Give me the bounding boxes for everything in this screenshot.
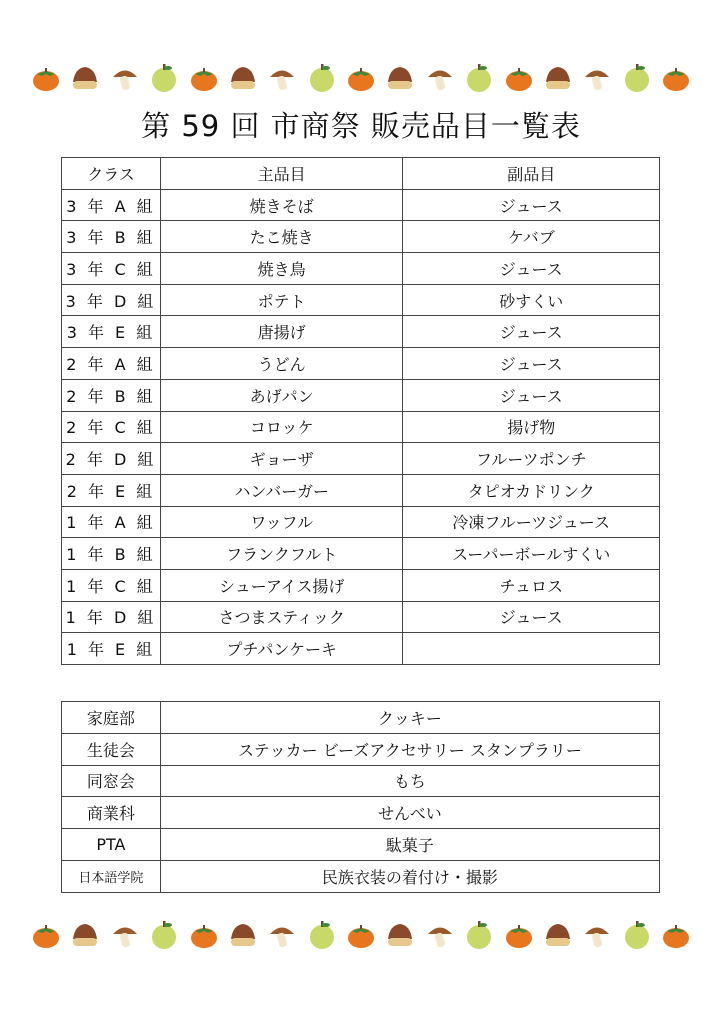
table-row bbox=[62, 538, 660, 570]
persimmon-icon bbox=[30, 62, 62, 94]
main-item-cell: プチパンケーキ bbox=[160, 633, 402, 665]
persimmon-icon bbox=[30, 919, 62, 951]
sub-item-cell: チュロス bbox=[403, 569, 660, 601]
main-item-cell: たこ焼き bbox=[160, 221, 402, 253]
group-cell: 日本語学院 bbox=[62, 860, 161, 892]
class-cell: 3 年 E 組 bbox=[62, 316, 161, 348]
chestnut-icon bbox=[69, 919, 101, 951]
table-row bbox=[62, 601, 660, 633]
items-cell: もち bbox=[160, 765, 659, 797]
chestnut-icon bbox=[69, 62, 101, 94]
mushroom-icon bbox=[424, 919, 456, 951]
main-item-cell: 焼き鳥 bbox=[160, 253, 402, 285]
table-row bbox=[62, 765, 660, 797]
sub-item-cell: フルーツポンチ bbox=[403, 443, 660, 475]
persimmon-icon bbox=[660, 62, 692, 94]
mushroom-icon bbox=[581, 62, 613, 94]
table-row bbox=[62, 189, 660, 221]
persimmon-icon bbox=[345, 919, 377, 951]
mushroom-icon bbox=[266, 919, 298, 951]
class-items-table bbox=[61, 157, 660, 665]
table-row bbox=[62, 702, 660, 734]
header-main-item: 主品目 bbox=[160, 158, 402, 190]
header-class: クラス bbox=[62, 158, 161, 190]
header-sub-item: 副品目 bbox=[403, 158, 660, 190]
group-cell: 同窓会 bbox=[62, 765, 161, 797]
mushroom-icon bbox=[581, 919, 613, 951]
pear-icon bbox=[463, 919, 495, 951]
table-row bbox=[62, 733, 660, 765]
main-item-cell: さつまスティック bbox=[160, 601, 402, 633]
chestnut-icon bbox=[384, 62, 416, 94]
table-row bbox=[62, 506, 660, 538]
items-cell: 民族衣装の着付け・撮影 bbox=[160, 860, 659, 892]
class-cell: 1 年 C 組 bbox=[62, 569, 161, 601]
sub-item-cell: ジュース bbox=[403, 253, 660, 285]
sub-item-cell: ジュース bbox=[403, 348, 660, 380]
group-cell: 家庭部 bbox=[62, 702, 161, 734]
main-item-cell: コロッケ bbox=[160, 411, 402, 443]
pear-icon bbox=[463, 62, 495, 94]
table-row bbox=[62, 443, 660, 475]
persimmon-icon bbox=[503, 62, 535, 94]
chestnut-icon bbox=[542, 62, 574, 94]
class-cell: 3 年 D 組 bbox=[62, 284, 161, 316]
chestnut-icon bbox=[227, 919, 259, 951]
decoration-border-top bbox=[30, 58, 692, 98]
class-cell: 2 年 E 組 bbox=[62, 474, 161, 506]
main-item-cell: 唐揚げ bbox=[160, 316, 402, 348]
mushroom-icon bbox=[266, 62, 298, 94]
persimmon-icon bbox=[503, 919, 535, 951]
sub-item-cell: タピオカドリンク bbox=[403, 474, 660, 506]
main-item-cell: 焼きそば bbox=[160, 189, 402, 221]
sub-item-cell: 砂すくい bbox=[403, 284, 660, 316]
items-cell: せんべい bbox=[160, 797, 659, 829]
class-cell: 3 年 A 組 bbox=[62, 189, 161, 221]
table-row bbox=[62, 633, 660, 665]
persimmon-icon bbox=[188, 919, 220, 951]
table-row bbox=[62, 284, 660, 316]
main-item-cell: シューアイス揚げ bbox=[160, 569, 402, 601]
pear-icon bbox=[621, 62, 653, 94]
items-cell: クッキー bbox=[160, 702, 659, 734]
persimmon-icon bbox=[345, 62, 377, 94]
class-cell: 2 年 D 組 bbox=[62, 443, 161, 475]
class-cell: 3 年 B 組 bbox=[62, 221, 161, 253]
pear-icon bbox=[148, 62, 180, 94]
class-cell: 1 年 E 組 bbox=[62, 633, 161, 665]
items-cell: ステッカー ビーズアクセサリー スタンプラリー bbox=[160, 733, 659, 765]
table-row bbox=[62, 316, 660, 348]
table-row bbox=[62, 348, 660, 380]
decoration-border-bottom bbox=[30, 915, 692, 955]
main-item-cell: ワッフル bbox=[160, 506, 402, 538]
pear-icon bbox=[148, 919, 180, 951]
sub-item-cell: ケバブ bbox=[403, 221, 660, 253]
table-header-row bbox=[62, 158, 660, 190]
main-item-cell: ハンバーガー bbox=[160, 474, 402, 506]
club-items-table bbox=[61, 701, 660, 893]
pear-icon bbox=[306, 62, 338, 94]
pear-icon bbox=[621, 919, 653, 951]
class-cell: 2 年 A 組 bbox=[62, 348, 161, 380]
chestnut-icon bbox=[542, 919, 574, 951]
class-cell: 3 年 C 組 bbox=[62, 253, 161, 285]
pear-icon bbox=[306, 919, 338, 951]
page-title: 第 59 回 市商祭 販売品目一覧表 bbox=[141, 109, 581, 143]
table-row bbox=[62, 411, 660, 443]
persimmon-icon bbox=[660, 919, 692, 951]
group-cell: 生徒会 bbox=[62, 733, 161, 765]
sub-item-cell: 揚げ物 bbox=[403, 411, 660, 443]
persimmon-icon bbox=[188, 62, 220, 94]
group-cell: 商業科 bbox=[62, 797, 161, 829]
main-item-cell: あげパン bbox=[160, 379, 402, 411]
mushroom-icon bbox=[424, 62, 456, 94]
class-cell: 1 年 A 組 bbox=[62, 506, 161, 538]
chestnut-icon bbox=[384, 919, 416, 951]
class-cell: 1 年 D 組 bbox=[62, 601, 161, 633]
main-item-cell: うどん bbox=[160, 348, 402, 380]
table-row bbox=[62, 797, 660, 829]
main-item-cell: ギョーザ bbox=[160, 443, 402, 475]
sub-item-cell bbox=[403, 633, 660, 665]
table-row bbox=[62, 569, 660, 601]
table-row bbox=[62, 379, 660, 411]
items-cell: 駄菓子 bbox=[160, 829, 659, 861]
main-item-cell: フランクフルト bbox=[160, 538, 402, 570]
table-row bbox=[62, 253, 660, 285]
sub-item-cell: ジュース bbox=[403, 379, 660, 411]
class-cell: 1 年 B 組 bbox=[62, 538, 161, 570]
sub-item-cell: スーパーボールすくい bbox=[403, 538, 660, 570]
main-item-cell: ポテト bbox=[160, 284, 402, 316]
mushroom-icon bbox=[109, 62, 141, 94]
table-row bbox=[62, 860, 660, 892]
sub-item-cell: ジュース bbox=[403, 601, 660, 633]
table-row bbox=[62, 221, 660, 253]
sub-item-cell: ジュース bbox=[403, 189, 660, 221]
sub-item-cell: 冷凍フルーツジュース bbox=[403, 506, 660, 538]
table-row bbox=[62, 474, 660, 506]
class-cell: 2 年 B 組 bbox=[62, 379, 161, 411]
class-cell: 2 年 C 組 bbox=[62, 411, 161, 443]
mushroom-icon bbox=[109, 919, 141, 951]
chestnut-icon bbox=[227, 62, 259, 94]
table-row bbox=[62, 829, 660, 861]
sub-item-cell: ジュース bbox=[403, 316, 660, 348]
group-cell: PTA bbox=[62, 829, 161, 861]
